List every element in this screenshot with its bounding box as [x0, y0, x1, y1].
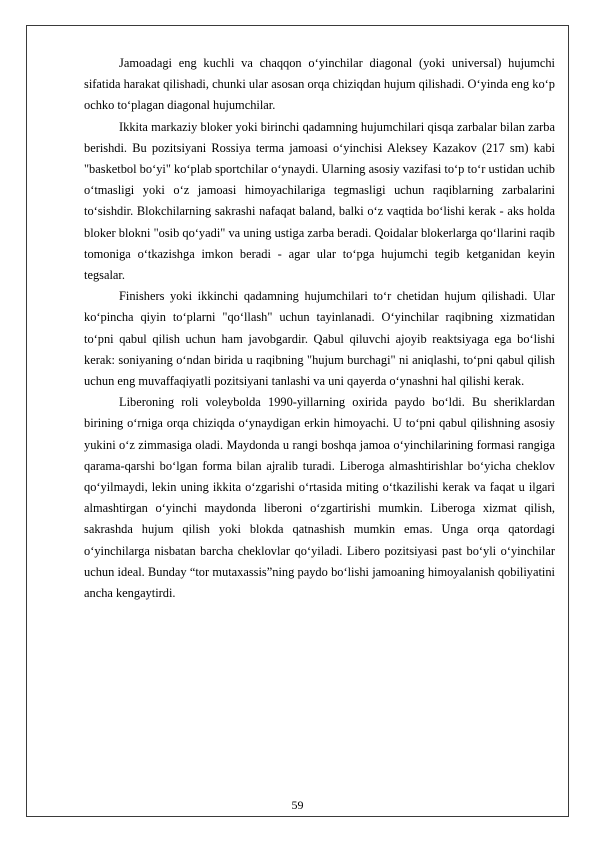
page-number: 59: [291, 798, 304, 812]
paragraph-outside-hitters: Finishers yoki ikkinchi qadamning hujumchilari to‘r chetidan hujum qilishadi. Ular ko‘pincha qiyin to‘plarni "qo‘llash" uchun tayinlanadi. O‘yinchilar raqibning xizmatidan to‘pni qabul qilish uchun ham javobgardir. Qabul qiluvchi ajoyib reaktsiyaga ega bo‘lishi kerak: soniyaning o‘ndan birida u raqibning "hujum burchagi" ni aniqlashi, to‘pni qabul qilish uchun eng muvaffaqiyatli pozitsiyani tanlashi va uni qayerda o‘ynashni hal qilishi kerak.: [84, 289, 555, 389]
paragraph-diagonal-attackers: Jamoadagi eng kuchli va chaqqon o‘yinchilar diagonal (yoki universal) hujumchi sifatida harakat qilishadi, chunki ular asosan orqa chiziqdan hujum qilishadi. O‘yinda eng ko‘p ochko to‘plagan diagonal hujumchilar.: [84, 56, 555, 113]
paragraph-libero: Liberoning roli voleybolda 1990-yillarning oxirida paydo bo‘ldi. Bu sheriklardan birining o‘rniga orqa chiziqda o‘ynaydigan erkin himoyachi. U to‘pni qabul qilishning asosiy yukini o‘z zimmasiga oladi. Maydonda u rangi boshqa jamoa o‘yinchilarining formasi rangiga qarama-qarshi bo‘lgan forma bilan ajralib turadi. Liberoga almashtirishlar bo‘yicha cheklov qo‘yilmaydi, lekin uning ikkita o‘zgarishi o‘rtasida miting o‘tkazilishi kerak va faqat u ilgari almashtirgan o‘yinchi maydonda liberoni o‘zgartirishi mumkin. Liberoga xizmat qilish, sakrashda hujum qilish yoki blokda qatnashish mumkin emas. Unga orqa qatordagi o‘yinchilarga nisbatan barcha cheklovlar qo‘yiladi. Libero pozitsiyasi past bo‘yli o‘yinchilar uchun ideal. Bunday “tor mutaxassis”ning paydo bo‘lishi jamoaning himoyalanish qobiliyatini ancha kengaytirdi.: [84, 395, 555, 601]
document-body: [84, 53, 555, 604]
paragraph-middle-blockers: Ikkita markaziy bloker yoki birinchi qadamning hujumchilari qisqa zarbalar bilan zarba berishdi. Bu pozitsiyani Rossiya terma jamoasi o‘yinchisi Aleksey Kazakov (217 sm) kabi "basketbol bo‘yi" ko‘plab sportchilar o‘ynaydi. Ularning asosiy vazifasi to‘p to‘r ustidan uchib o‘tmasligi yoki o‘z jamoasi himoyachilariga tegmasligi uchun raqiblarning zarbalarini to‘sishdir. Blokchilarning sakrashi nafaqat baland, balki o‘z vaqtida bo‘lishi kerak - aks holda bloker blokni "osib qo‘yadi" va uning ustiga zarba beradi. Qoidalar blokerlarga qo‘llarini raqib tomoniga o‘tkazishga imkon beradi - agar ular to‘pga hujumchi tegib ketganidan keyin tegsalar.: [84, 119, 555, 283]
